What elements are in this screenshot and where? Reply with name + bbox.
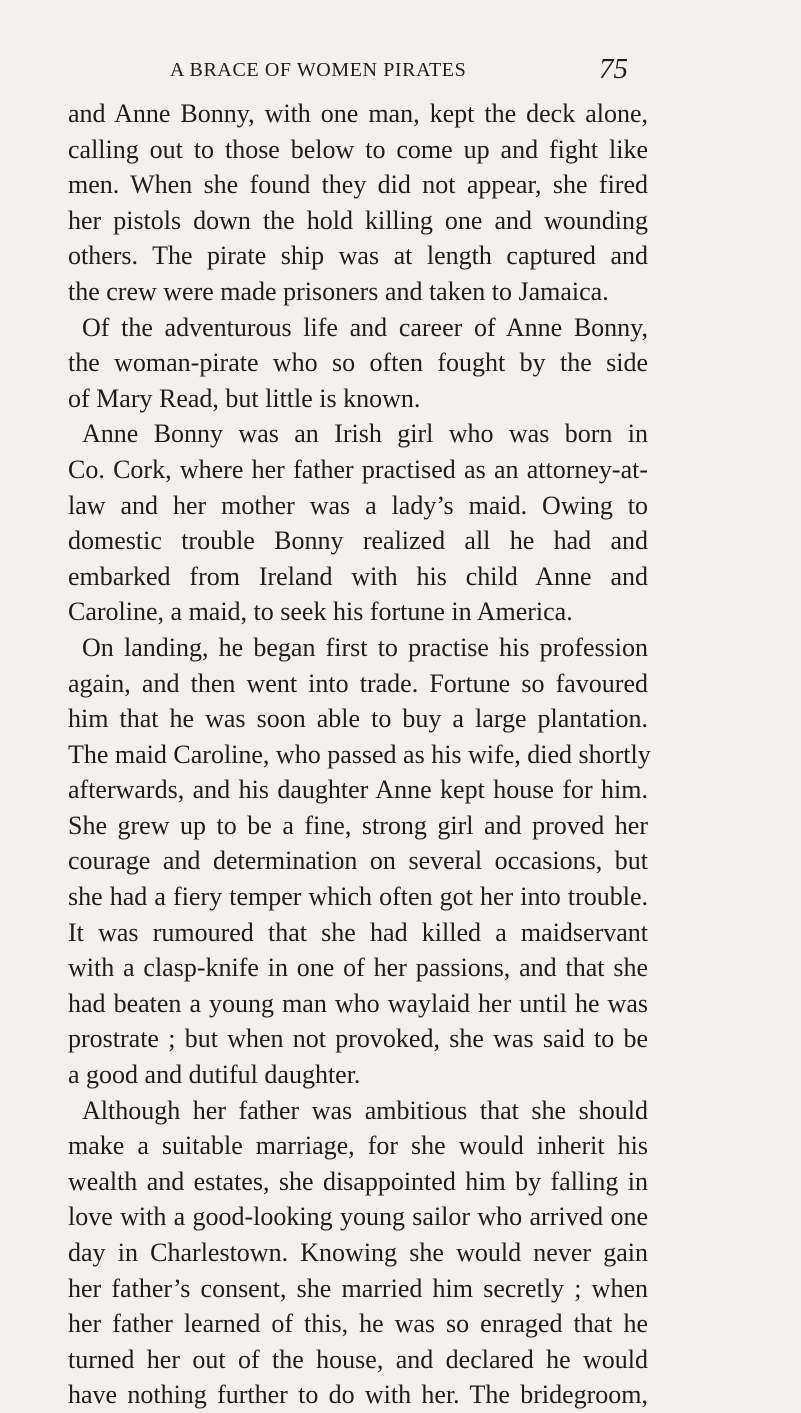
text-line: men. When she found they did not appear, she fired (68, 170, 648, 200)
body-text (68, 96, 651, 1413)
text-line: Co. Cork, where her father practised as an attorney-at- (68, 454, 648, 484)
text-line: Of the adventurous life and career of Anne Bonny, (82, 312, 648, 342)
text-line: have nothing further to do with her. The bridegroom, (68, 1380, 648, 1410)
text-line: her father learned of this, he was so enraged that he (68, 1309, 648, 1339)
running-head: A BRACE OF WOMEN PIRATES (170, 59, 467, 81)
text-line: wealth and estates, she disappointed him by falling in (68, 1166, 648, 1196)
text-line: of Mary Read, but little is known. (68, 383, 421, 413)
text-line: It was rumoured that she had killed a maidservant (68, 917, 648, 947)
text-line: the crew were made prisoners and taken to Jamaica. (68, 276, 609, 306)
text-line: the woman-pirate who so often fought by the side (68, 348, 648, 378)
text-line: she had a fiery temper which often got her into trouble. (68, 882, 648, 912)
text-line: afterwards, and his daughter Anne kept house for him. (68, 775, 648, 805)
text-line: law and her mother was a lady’s maid. Owing to (68, 490, 648, 520)
text-line: her pistols down the hold killing one and wounding (68, 205, 648, 235)
text-line: calling out to those below to come up and fight like (68, 134, 648, 164)
text-line: embarked from Ireland with his child Anne and (68, 561, 648, 591)
text-line: domestic trouble Bonny realized all he had and (68, 526, 648, 556)
text-line: and Anne Bonny, with one man, kept the deck alone, (68, 99, 648, 128)
text-line: prostrate ; but when not provoked, she was said to be (68, 1024, 648, 1054)
text-line: love with a good-looking young sailor who arrived one (68, 1202, 648, 1232)
text-line: a good and dutiful daughter. (68, 1060, 361, 1090)
text-line: She grew up to be a fine, strong girl and proved her (68, 810, 648, 840)
text-line: day in Charlestown. Knowing she would never gain (68, 1238, 648, 1267)
text-line: Anne Bonny was an Irish girl who was born in (82, 419, 648, 449)
text-line: make a suitable marriage, for she would inherit his (68, 1131, 648, 1161)
page-number: 75 (599, 53, 628, 85)
text-line: turned her out of the house, and declared he would (68, 1344, 648, 1374)
text-line: had beaten a young man who waylaid her until he was (68, 988, 648, 1018)
text-line: On landing, he began first to practise his profession (82, 632, 648, 662)
text-line: others. The pirate ship was at length captured and (68, 241, 648, 271)
text-line: The maid Caroline, who passed as his wife, died shortly (68, 739, 651, 769)
text-line: her father’s consent, she married him secretly ; when (68, 1273, 648, 1303)
text-line: courage and determination on several occasions, but (68, 846, 648, 876)
text-line: Caroline, a maid, to seek his fortune in America. (68, 597, 573, 627)
text-line: him that he was soon able to buy a large plantation. (68, 704, 648, 734)
text-line: Although her father was ambitious that she should (82, 1095, 648, 1125)
text-line: with a clasp-knife in one of her passions, and that she (68, 953, 648, 983)
text-line: again, and then went into trade. Fortune so favoured (68, 668, 648, 698)
